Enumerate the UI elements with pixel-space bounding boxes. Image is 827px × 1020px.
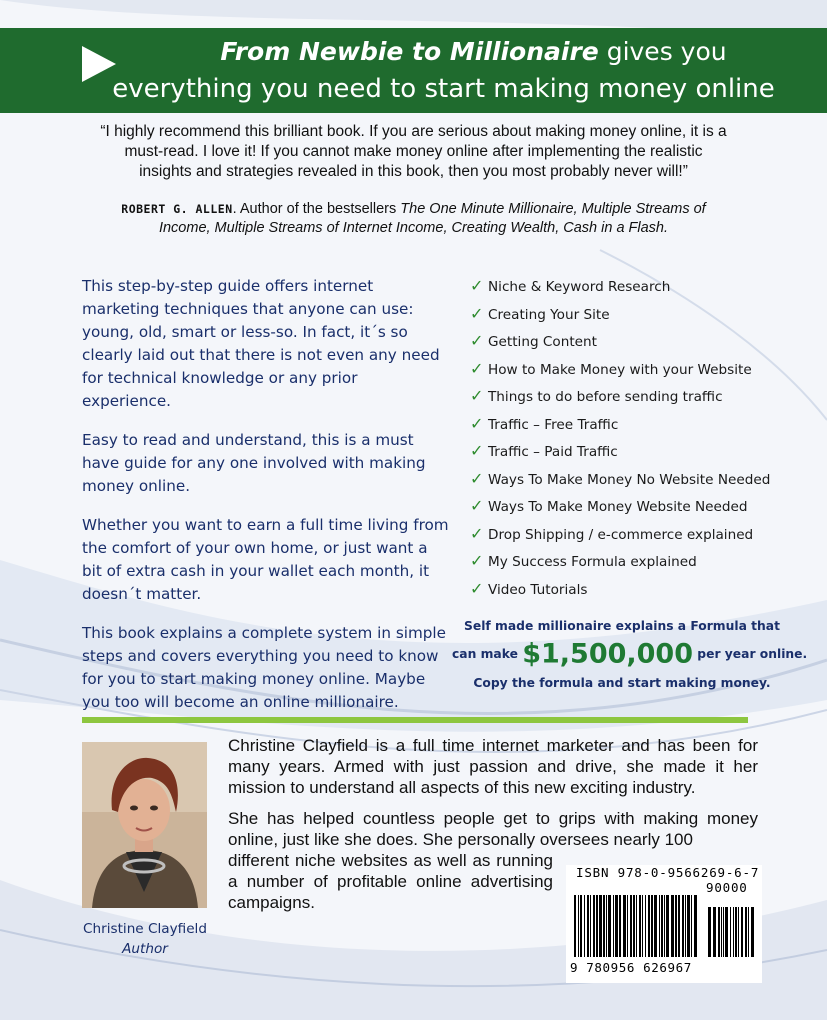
checkmark-icon: ✓ [470, 358, 484, 378]
barcode-bar [584, 895, 585, 957]
barcode-addon-bar [733, 907, 734, 957]
checklist-item [470, 523, 820, 551]
barcode-addon-number: 90000 [706, 880, 748, 895]
checklist-item [470, 468, 820, 496]
barcode-bar [630, 895, 632, 957]
contents-checklist [470, 275, 820, 605]
barcode-bar [691, 895, 692, 957]
barcode-bar [627, 895, 628, 957]
barcode-bar [599, 895, 602, 957]
isbn-barcode [566, 865, 762, 983]
testimonial-quote: “I highly recommend this brilliant book. If you are serious about making money online, it is a must-read. I love it! If you cannot make money online after implementing the realistic insights and strategies revealed in this book, then you most probably never will!” [100, 123, 727, 180]
barcode-bar [687, 895, 690, 957]
promo-line3: Copy the formula and start making money. [473, 675, 771, 690]
checklist-item [470, 550, 820, 578]
promo-amount: $1,500,000 [522, 638, 694, 670]
barcode-addon-bar [751, 907, 754, 957]
barcode-addon-bar [723, 907, 724, 957]
barcode-bar [578, 895, 579, 957]
checkmark-icon: ✓ [470, 276, 484, 295]
description-column [82, 275, 450, 730]
banner-title-rest: gives you [598, 37, 727, 66]
checklist-label: Things to do before sending traffic [488, 389, 723, 405]
barcode-bar [682, 895, 684, 957]
barcode-bar [666, 895, 669, 957]
barcode-addon-bar [748, 907, 749, 957]
header-banner [0, 28, 827, 113]
barcode-bar [685, 895, 686, 957]
barcode-bar [671, 895, 674, 957]
checkmark-icon: ✓ [470, 551, 484, 570]
ean-number: 9 780956 626967 [570, 960, 692, 975]
checklist-item [470, 330, 820, 358]
bio-paragraph-continued: different niche websites as well as running a number of profitable online advertising campaigns. [228, 851, 553, 912]
checklist-label: Video Tutorials [488, 581, 588, 598]
bio-paragraph: Christine Clayfield is a full time internet marketer and has been for many years. Armed with just passion and drive, she made it her mission to understand all aspects of this new exciting industry. [228, 736, 758, 797]
checkmark-icon: ✓ [470, 496, 484, 515]
barcode-addon-bar [738, 907, 739, 957]
barcode-bar [608, 895, 611, 957]
testimonial-author-titles: The One Minute Millionaire, Multiple Streams of Income, Multiple Streams of Internet Income, Creating Wealth, Cash in a Flash. [158, 201, 706, 236]
author-role: Author [122, 941, 168, 957]
description-paragraph: Easy to read and understand, this is a must have guide for any one involved with making money online. [82, 431, 426, 495]
barcode-bar [613, 895, 614, 957]
checklist-label: Niche & Keyword Research [488, 279, 671, 295]
checklist-label: Getting Content [488, 334, 597, 350]
barcode-addon-bar [713, 907, 716, 957]
banner-subtitle: everything you need to start making money online [112, 74, 775, 104]
barcode-bar [659, 895, 660, 957]
author-name: Christine Clayfield [83, 921, 207, 937]
author-caption [70, 919, 220, 959]
description-paragraph: Whether you want to earn a full time living from the comfort of your own home, or just want a bit of extra cash in your wallet each month, it doesn´t matter. [82, 516, 449, 603]
barcode-bar [593, 895, 595, 957]
barcode-bar [615, 895, 618, 957]
barcode-bar [633, 895, 635, 957]
promo-block [452, 616, 808, 693]
checkmark-icon: ✓ [470, 303, 484, 323]
checkmark-icon: ✓ [470, 386, 484, 405]
barcode-addon-bar [741, 907, 743, 957]
barcode-bar [580, 895, 582, 957]
barcode-bar [623, 895, 626, 957]
description-paragraph: This book explains a complete system in simple steps and covers everything you need to know for you to start making money online. Maybe you too will become an online millionaire. [82, 624, 446, 711]
description-paragraph: This step-by-step guide offers internet marketing techniques that anyone can use: young, old, smart or less-so. In fact, it´s so clearly laid out that there is not even any need for technical knowledge or any prior experience. [82, 277, 440, 410]
barcode-bar [675, 895, 677, 957]
barcode-addon-bar [730, 907, 731, 957]
barcode-bar [678, 895, 680, 957]
testimonial-author-desc: . Author of the bestsellers [232, 201, 401, 217]
checkmark-icon: ✓ [470, 578, 484, 598]
checkmark-icon: ✓ [470, 331, 484, 350]
promo-line1: Self made millionaire explains a Formula that [464, 619, 780, 633]
checklist-item [470, 578, 820, 606]
bio-paragraph: She has helped countless people get to grips with making money online, just like she does. She personally oversees nearly 100 [228, 809, 758, 849]
checklist-item [470, 385, 820, 413]
checklist-label: Drop Shipping / e-commerce explained [488, 526, 754, 543]
barcode-bar [636, 895, 637, 957]
checklist-item [470, 358, 820, 386]
checklist-item [470, 303, 820, 331]
checklist-label: Creating Your Site [488, 306, 610, 323]
testimonial-attribution [100, 200, 727, 238]
banner-book-title: From Newbie to Millionaire [220, 37, 599, 66]
promo-line2-pre: can make [452, 647, 523, 661]
checklist-label: Traffic – Free Traffic [488, 416, 619, 433]
checklist-label: Ways To Make Money Website Needed [488, 499, 748, 515]
barcode-bar [651, 895, 653, 957]
barcode-bar [587, 895, 589, 957]
checklist-item [470, 495, 820, 523]
banner-title [140, 36, 807, 68]
checklist-label: Ways To Make Money No Website Needed [488, 471, 771, 488]
checklist-label: Traffic – Paid Traffic [488, 444, 618, 460]
checklist-item [470, 413, 820, 441]
barcode-addon-bar [745, 907, 747, 957]
barcode-bar [642, 895, 643, 957]
section-divider [82, 717, 748, 723]
barcode-addon-bar [708, 907, 711, 957]
checkmark-icon: ✓ [470, 523, 484, 543]
barcode-bar [661, 895, 663, 957]
barcode-bar [596, 895, 598, 957]
barcode-addon-bar [725, 907, 728, 957]
checkmark-icon: ✓ [470, 468, 484, 488]
barcode-addon-bar [721, 907, 722, 957]
author-portrait-illustration [82, 742, 207, 908]
barcode-bars [570, 895, 758, 959]
barcode-bar [574, 895, 576, 957]
checkmark-icon: ✓ [470, 441, 484, 460]
barcode-bar [694, 895, 697, 957]
barcode-bar [603, 895, 605, 957]
barcode-bar [590, 895, 591, 957]
barcode-bar [645, 895, 646, 957]
testimonial-author: ROBERT G. ALLEN [121, 202, 233, 216]
barcode-bar [648, 895, 650, 957]
isbn-number: ISBN 978-0-9566269-6-7 [576, 865, 760, 880]
checklist-label: How to Make Money with your Website [488, 361, 752, 378]
checklist-label: My Success Formula explained [488, 554, 697, 570]
checklist-item [470, 440, 820, 468]
barcode-bar [654, 895, 657, 957]
promo-line2-post: per year online. [693, 647, 808, 661]
barcode-bar [606, 895, 607, 957]
author-photo [82, 742, 207, 908]
checkmark-icon: ✓ [470, 413, 484, 433]
promo-line2 [452, 636, 808, 673]
barcode-bar [664, 895, 665, 957]
checklist-item [470, 275, 820, 303]
barcode-addon-bar [718, 907, 720, 957]
barcode-addon-bar [735, 907, 737, 957]
barcode-bar [619, 895, 621, 957]
barcode-bar [639, 895, 641, 957]
